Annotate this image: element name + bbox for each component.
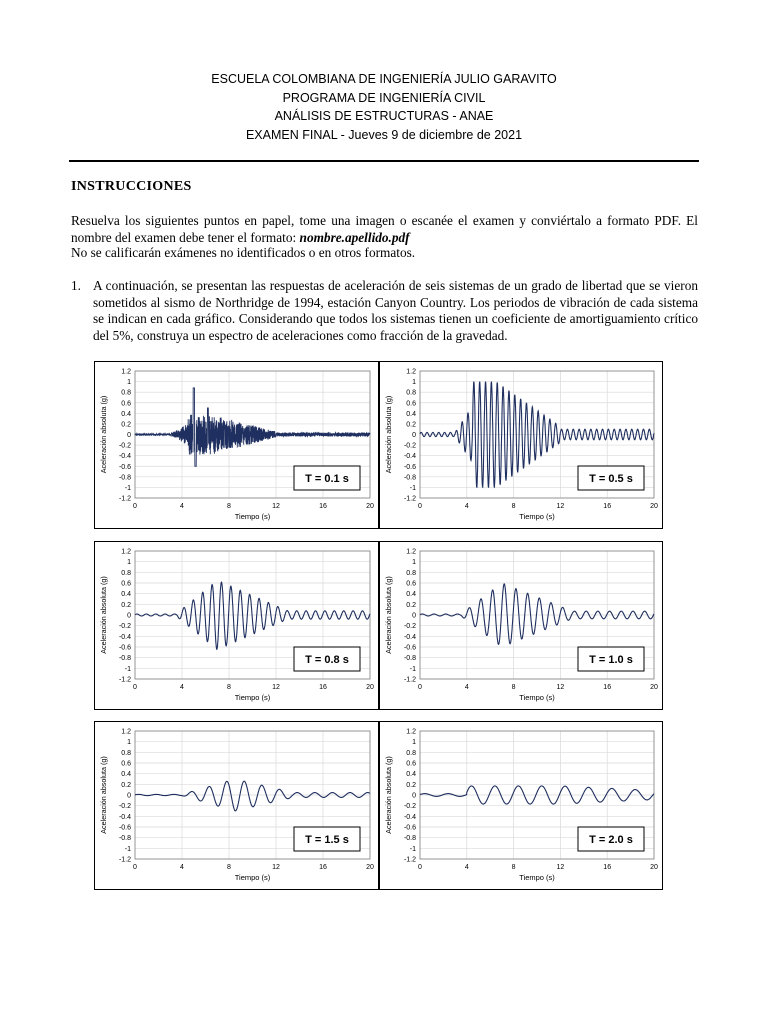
y-tick-label: 1	[127, 739, 131, 747]
y-tick-label: -0.2	[118, 803, 131, 811]
y-tick-label: -0.8	[403, 474, 416, 482]
y-tick-label: 0.6	[406, 760, 416, 768]
y-tick-label: -0.4	[118, 813, 131, 821]
y-tick-label: -1	[124, 845, 131, 853]
y-tick-label: -1	[124, 484, 131, 492]
x-tick-label: 16	[603, 864, 612, 871]
x-tick-label: 20	[366, 503, 374, 510]
y-tick-label: 0.8	[406, 389, 416, 397]
series-line	[135, 781, 370, 811]
y-tick-label: -0.6	[403, 824, 416, 832]
y-tick-label: 1.2	[406, 368, 416, 376]
y-axis-label: Aceleración absoluta (g)	[99, 756, 108, 834]
y-tick-label: 0.6	[406, 400, 416, 408]
period-label: T = 2.0 s	[589, 834, 633, 846]
y-tick-label: -0.6	[118, 824, 131, 832]
y-tick-label: 1	[412, 559, 416, 567]
question-number: 1.	[71, 278, 81, 293]
y-tick-label: -1	[409, 845, 416, 853]
chart-t15	[95, 722, 378, 889]
x-tick-label: 4	[180, 684, 184, 691]
period-label: T = 0.1 s	[305, 473, 349, 485]
y-tick-label: -1.2	[403, 495, 416, 503]
y-tick-label: -0.4	[403, 633, 416, 641]
y-tick-label: -0.2	[403, 623, 416, 631]
y-tick-label: -0.4	[403, 453, 416, 461]
x-tick-label: 8	[227, 503, 231, 510]
chart-t08	[95, 542, 378, 709]
x-tick-label: 16	[603, 503, 612, 510]
y-tick-label: 0.2	[406, 601, 416, 609]
y-tick-label: -1.2	[403, 676, 416, 684]
x-tick-label: 20	[366, 864, 374, 871]
chart-t05	[380, 362, 662, 528]
x-axis-label: Tiempo (s)	[519, 873, 555, 882]
x-tick-label: 12	[272, 864, 280, 871]
chart-t20	[380, 722, 662, 889]
instructions-paragraph	[71, 213, 698, 246]
x-tick-label: 4	[180, 864, 184, 871]
chart-panel-t01	[94, 361, 379, 529]
period-label: T = 0.5 s	[589, 473, 633, 485]
x-tick-label: 8	[227, 684, 231, 691]
y-tick-label: 0.8	[121, 749, 131, 757]
x-tick-label: 4	[464, 864, 469, 871]
x-tick-label: 4	[464, 503, 469, 510]
y-tick-label: -0.6	[403, 463, 416, 471]
y-tick-label: -0.6	[403, 644, 416, 652]
instructions-text: Resuelva los siguientes puntos en papel, tome una imagen o escanée el examen y conviértalo a formato PDF. El nombre del examen debe tener el formato:	[71, 213, 698, 245]
y-tick-label: -0.8	[118, 474, 131, 482]
x-tick-label: 12	[556, 864, 565, 871]
x-tick-label: 4	[180, 503, 184, 510]
y-tick-label: 1	[127, 559, 131, 567]
y-tick-label: 0.4	[121, 591, 131, 599]
x-tick-label: 16	[319, 684, 327, 691]
y-tick-label: 1	[127, 379, 131, 387]
x-tick-label: 8	[511, 503, 516, 510]
y-tick-label: 0.8	[121, 569, 131, 577]
y-tick-label: 0.4	[406, 591, 416, 599]
y-tick-label: -0.2	[403, 442, 416, 450]
y-tick-label: -1.2	[118, 676, 131, 684]
x-tick-label: 4	[464, 684, 469, 691]
course-name: ANÁLISIS DE ESTRUCTURAS - ANAE	[274, 109, 494, 123]
y-tick-label: -0.8	[403, 655, 416, 663]
x-tick-label: 12	[556, 684, 565, 691]
y-tick-label: -0.2	[118, 442, 131, 450]
chart-panel-t10	[379, 541, 663, 710]
x-tick-label: 20	[650, 684, 658, 691]
y-tick-label: 0.2	[406, 421, 416, 429]
y-axis-label: Aceleración absoluta (g)	[384, 756, 393, 834]
series-line	[135, 388, 370, 466]
y-tick-label: -1.2	[118, 495, 131, 503]
y-tick-label: 0.6	[121, 400, 131, 408]
y-tick-label: 1.2	[406, 548, 416, 556]
period-label: T = 0.8 s	[305, 654, 349, 666]
y-tick-label: 0	[127, 612, 131, 620]
x-axis-label: Tiempo (s)	[234, 512, 271, 521]
x-axis-label: Tiempo (s)	[519, 693, 555, 702]
chart-panel-t20	[379, 721, 663, 890]
instructions-title: INSTRUCCIONES	[71, 179, 192, 194]
x-tick-label: 12	[272, 684, 280, 691]
y-tick-label: 0.2	[121, 601, 131, 609]
x-tick-label: 8	[511, 864, 516, 871]
y-axis-label: Aceleración absoluta (g)	[99, 576, 108, 654]
y-tick-label: -1	[124, 665, 131, 673]
series-line	[135, 582, 370, 649]
y-tick-label: 0.6	[121, 580, 131, 588]
x-tick-label: 8	[227, 864, 231, 871]
period-label: T = 1.0 s	[589, 654, 633, 666]
header-divider	[69, 160, 699, 162]
y-tick-label: 0.6	[121, 760, 131, 768]
y-tick-label: 0	[412, 612, 416, 620]
y-tick-label: -1	[409, 484, 416, 492]
y-tick-label: -0.4	[403, 813, 416, 821]
y-tick-label: 0	[412, 792, 416, 800]
x-tick-label: 12	[556, 503, 565, 510]
x-tick-label: 8	[511, 684, 516, 691]
x-tick-label: 0	[418, 864, 422, 871]
y-tick-label: 0.2	[406, 781, 416, 789]
y-axis-label: Aceleración absoluta (g)	[384, 395, 393, 474]
x-tick-label: 0	[133, 503, 137, 510]
y-tick-label: 1	[412, 379, 416, 387]
y-axis-label: Aceleración absoluta (g)	[99, 395, 108, 474]
y-tick-label: 0.4	[121, 410, 131, 418]
y-tick-label: -0.6	[118, 644, 131, 652]
filename-format: nombre.apellido.pdf	[299, 229, 410, 245]
y-tick-label: -0.4	[118, 633, 131, 641]
x-tick-label: 20	[650, 864, 658, 871]
y-tick-label: 0.2	[121, 781, 131, 789]
y-tick-label: -1.2	[403, 856, 416, 864]
y-tick-label: 1.2	[121, 548, 131, 556]
y-tick-label: -0.4	[118, 453, 131, 461]
exam-title: EXAMEN FINAL - Jueves 9 de diciembre de 2021	[245, 127, 523, 142]
y-tick-label: 1.2	[121, 728, 131, 736]
x-tick-label: 0	[418, 503, 422, 510]
x-tick-label: 20	[650, 503, 658, 510]
chart-t10	[380, 542, 662, 709]
y-tick-label: 0.6	[406, 580, 416, 588]
question-text: A continuación, se presentan las respuestas de aceleración de seis sistemas de un grado de libertad que se vieron sometidos al sismo de Northridge de 1994, estación Canyon Country. Los periodos de vibración de cada sistema se indican en cada gráfico. Considerando que todos los sistemas tienen un coeficiente de amortiguamiento crítico del 5%, construya un espectro de aceleraciones como fracción de la gravedad.	[93, 278, 698, 343]
chart-panel-t08	[94, 541, 379, 710]
chart-panel-t05	[379, 361, 663, 529]
x-tick-label: 20	[366, 684, 374, 691]
y-tick-label: -0.2	[118, 623, 131, 631]
y-tick-label: 0	[127, 792, 131, 800]
y-tick-label: 0.8	[406, 569, 416, 577]
y-tick-label: -0.2	[403, 803, 416, 811]
y-tick-label: 0.8	[121, 389, 131, 397]
y-tick-label: 0.2	[121, 421, 131, 429]
y-tick-label: -0.8	[403, 835, 416, 843]
x-tick-label: 16	[319, 864, 327, 871]
x-tick-label: 0	[418, 684, 422, 691]
y-tick-label: 0	[412, 432, 416, 439]
y-tick-label: 1	[412, 739, 416, 747]
y-tick-label: 0.8	[406, 749, 416, 757]
y-tick-label: -0.8	[118, 835, 131, 843]
exam-header	[0, 70, 768, 144]
x-tick-label: 16	[319, 503, 327, 510]
institution-name: ESCUELA COLOMBIANA DE INGENIERÍA JULIO GARAVITO	[211, 72, 557, 86]
y-tick-label: 0.4	[121, 771, 131, 779]
y-tick-label: 0.4	[406, 771, 416, 779]
y-tick-label: 1.2	[121, 368, 131, 376]
y-tick-label: 0.4	[406, 410, 416, 418]
y-tick-label: 0	[127, 432, 131, 439]
chart-t01	[95, 362, 378, 528]
period-label: T = 1.5 s	[305, 834, 349, 846]
x-axis-label: Tiempo (s)	[234, 873, 271, 882]
y-tick-label: 1.2	[406, 728, 416, 736]
series-line	[420, 584, 654, 644]
x-tick-label: 0	[133, 864, 137, 871]
y-tick-label: -0.8	[118, 655, 131, 663]
chart-panel-t15	[94, 721, 379, 890]
y-tick-label: -0.6	[118, 463, 131, 471]
x-tick-label: 12	[272, 503, 280, 510]
y-tick-label: -1	[409, 665, 416, 673]
x-tick-label: 16	[603, 684, 612, 691]
program-name: PROGRAMA DE INGENIERÍA CIVIL	[282, 90, 486, 105]
y-tick-label: -1.2	[118, 856, 131, 864]
x-tick-label: 0	[133, 684, 137, 691]
x-axis-label: Tiempo (s)	[519, 512, 555, 521]
instructions-warning: No se calificarán exámenes no identificados o en otros formatos.	[71, 245, 416, 260]
y-axis-label: Aceleración absoluta (g)	[384, 576, 393, 654]
x-axis-label: Tiempo (s)	[234, 693, 271, 702]
